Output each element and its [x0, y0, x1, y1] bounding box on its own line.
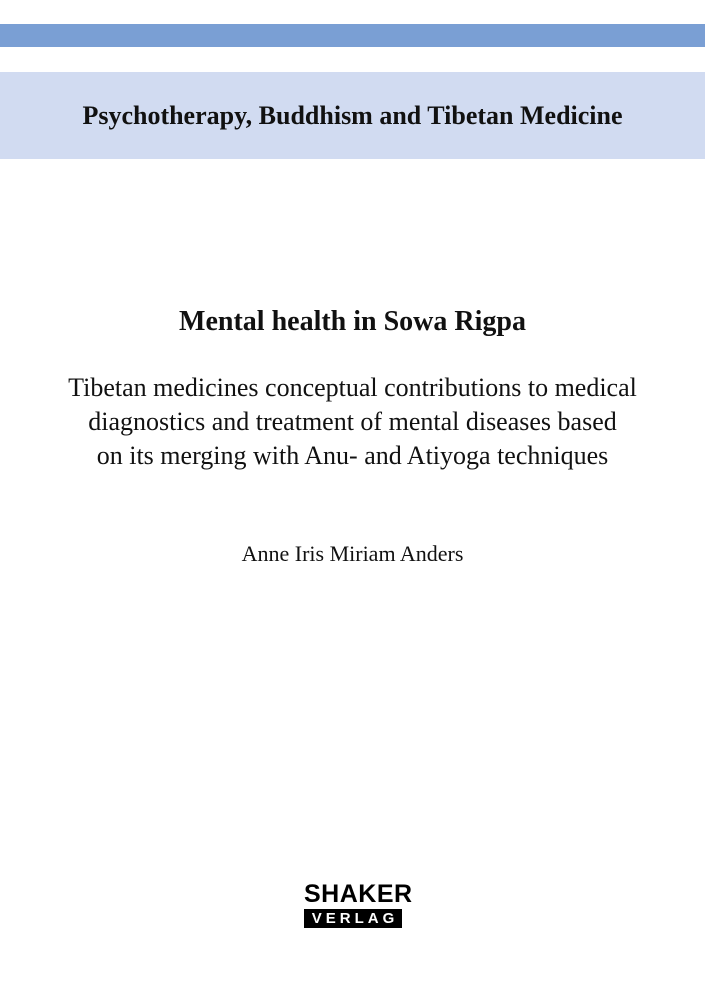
publisher-logo-bottom: VERLAG [304, 909, 402, 928]
top-color-stripe [0, 24, 705, 47]
subtitle-line: diagnostics and treatment of mental diseases based [88, 407, 617, 436]
subtitle-line: on its merging with Anu- and Atiyoga techniques [96, 441, 609, 470]
book-title: Mental health in Sowa Rigpa [179, 306, 526, 337]
subtitle-line: Tibetan medicines conceptual contributions to medical [68, 373, 637, 402]
publisher-logo [304, 880, 413, 930]
series-banner [0, 72, 705, 159]
book-subtitle [40, 371, 665, 473]
publisher-logo-top: SHAKER [304, 880, 413, 908]
series-title: Psychotherapy, Buddhism and Tibetan Medicine [82, 100, 623, 130]
author-name: Anne Iris Miriam Anders [241, 541, 464, 566]
